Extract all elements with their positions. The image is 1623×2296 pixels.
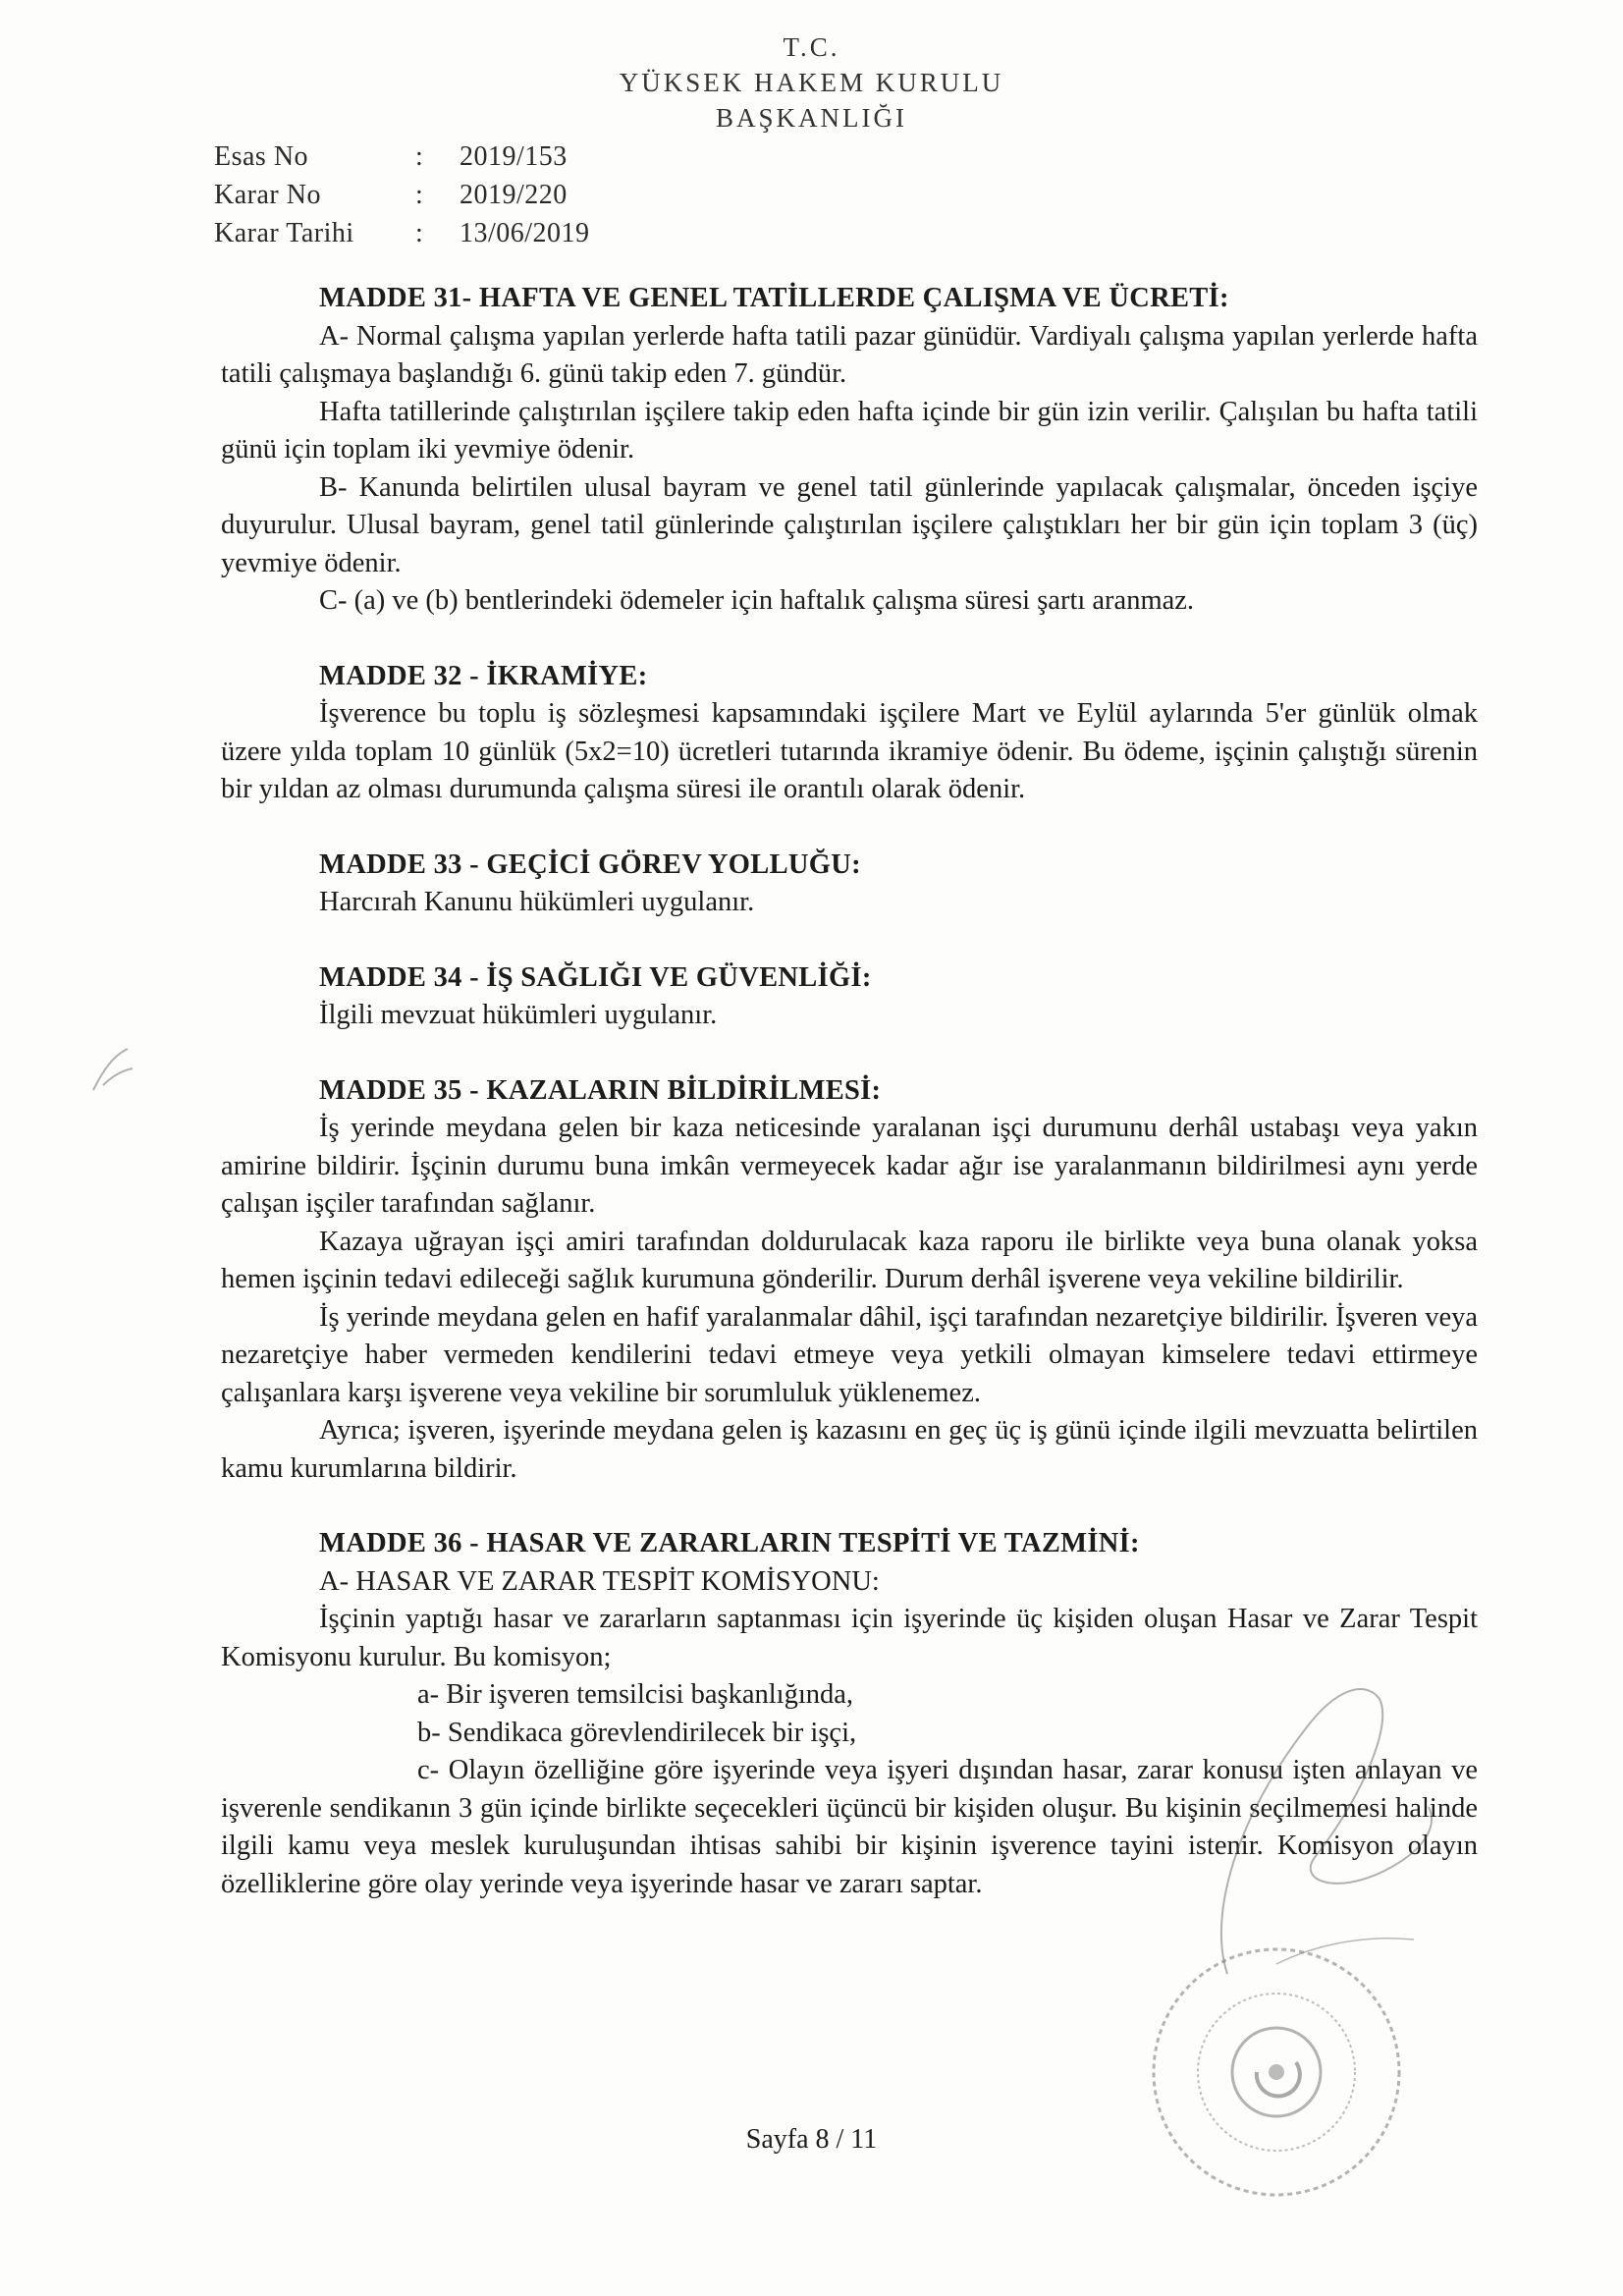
page-number: Sayfa 8 / 11 [745, 2124, 878, 2155]
article-36-subtitle: A- HASAR VE ZARAR TESPİT KOMİSYONU: [319, 1565, 880, 1597]
article-35-paragraph: İş yerinde meydana gelen bir kaza neticesinde yaralanan işçi durumunu derhâl ustabaşı veya yakın amirine bildirir. İşçinin durumu buna imkân vermeyecek kadar ağır ise yaralanmanın bildirilmesi aynı yerde çalışan işçiler tarafından sağlanır. [221, 1113, 1478, 1219]
meta-row-esas [214, 137, 590, 176]
article-34-paragraph: İlgili mevzuat hükümleri uygulanır. [319, 1000, 718, 1030]
meta-colon: : [415, 218, 424, 248]
article-31-paragraph: C- (a) ve (b) bentlerindeki ödemeler için haftalık çalışma süresi şartı aranmaz. [319, 585, 1195, 616]
meta-label: Karar No [214, 180, 321, 210]
spacer [221, 809, 1478, 847]
meta-value: 2019/153 [460, 141, 568, 172]
article-35-paragraph: Kazaya uğrayan işçi amiri tarafından doldurulacak kaza raporu ile birlikte veya buna olanak yoksa hemen işçinin tedavi edileceği sağlık kurumuna gönderilir. Durum derhâl işverene veya vekiline bildirilir. [221, 1226, 1478, 1294]
article-31-title: MADDE 31- HAFTA VE GENEL TATİLLERDE ÇALIŞMA VE ÜCRETİ: [319, 283, 1229, 313]
official-seal-icon [1129, 1925, 1424, 2219]
article-35-paragraph: Ayrıca; işveren, işyerinde meydana gelen iş kazasını en geç üç iş günü içinde ilgili mevzuatta belirtilen kamu kurumlarına bildirir. [221, 1415, 1478, 1484]
article-32-title: MADDE 32 - İKRAMİYE: [319, 660, 648, 691]
meta-label: Esas No [214, 141, 309, 172]
article-32-paragraph: İşverence bu toplu iş sözleşmesi kapsamındaki işçilere Mart ve Eylül aylarında 5'er günlük olmak üzere yılda toplam 10 günlük (5x2=10) ücretleri tutarında ikramiye ödenir. Bu ödeme, işçinin çalıştığı sürenin bir yıldan az olması durumunda çalışma süresi ile orantılı olarak ödenir. [221, 698, 1478, 804]
spacer [221, 1035, 1478, 1072]
meta-value: 2019/220 [460, 180, 568, 210]
meta-colon: : [415, 180, 424, 210]
article-36-item-a: a- Bir işveren temsilcisi başkanlığında, [417, 1679, 854, 1710]
document-body [221, 280, 1478, 1903]
article-35-paragraph: İş yerinde meydana gelen en hafif yaralanmalar dâhil, işçi tarafından nezaretçiye bildirilir. İşveren veya nezaretçiye haber vermeden kendilerini tedavi etmeye veya yetkili olmayan kimselere tedavi ettirmeye çalışanlara karşı işverene veya vekiline bir sorumluluk yüklenemez. [221, 1301, 1478, 1408]
meta-row-tarih [214, 214, 590, 252]
meta-colon: : [415, 141, 424, 172]
article-36-paragraph: İşçinin yaptığı hasar ve zararların saptanması için işyerinde üç kişiden oluşan Hasar ve Zarar Tespit Komisyonu kurulur. Bu komisyon; [221, 1604, 1478, 1672]
article-33-paragraph: Harcırah Kanunu hükümleri uygulanır. [319, 887, 755, 917]
article-36-item-c: c- Olayın özelliğine göre işyerinde veya işyeri dışından hasar, zarar konusu işten anlayan ve işverenle sendikanın 3 gün içinde birlikte seçecekleri üçüncü bir kişiden oluşur. Bu kişinin seçilmemesi halinde ilgili kamu veya meslek kuruluşundan ihtisas sahibi bir kişinin işverence tayini istenir. Komisyon olayın özelliklerine göre olay yerinde veya işyerinde hasar ve zararı saptar. [221, 1755, 1478, 1899]
article-31-paragraph: A- Normal çalışma yapılan yerlerde hafta tatili pazar günüdür. Vardiyalı çalışma yapılan yerlerde hafta tatili çalışmaya başlandığı 6. günü takip eden 7. gündür. [221, 320, 1478, 389]
meta-row-karar [214, 176, 590, 214]
case-metadata [214, 137, 590, 252]
spacer [221, 1488, 1478, 1525]
margin-initial-mark [83, 1041, 142, 1100]
article-33-title: MADDE 33 - GEÇİCİ GÖREV YOLLUĞU: [319, 848, 861, 880]
header-institution: YÜKSEK HAKEM KURULU [619, 68, 1004, 97]
header-tc: T.C. [783, 32, 840, 62]
article-35-title: MADDE 35 - KAZALARIN BİLDİRİLMESİ: [319, 1074, 882, 1106]
article-36-item-b: b- Sendikaca görevlendirilecek bir işçi, [417, 1717, 857, 1748]
article-36-title: MADDE 36 - HASAR VE ZARARLARIN TESPİTİ VE TAZMİNİ: [319, 1528, 1140, 1558]
header-department: BAŞKANLIĞI [716, 103, 907, 133]
article-31-paragraph: B- Kanunda belirtilen ulusal bayram ve genel tatil günlerinde yapılacak çalışmalar, önceden işçiye duyurulur. Ulusal bayram, genel tatil günlerinde çalıştırılan işçilere çalıştıkları her bir gün için toplam 3 (üç) yevmiye ödenir. [221, 471, 1478, 578]
article-34-title: MADDE 34 - İŞ SAĞLIĞI VE GÜVENLİĞİ: [319, 961, 872, 993]
document-header [0, 29, 1623, 136]
spacer [221, 621, 1478, 658]
article-31-paragraph: Hafta tatillerinde çalıştırılan işçilere takip eden hafta içinde bir gün izin verilir. Çalışılan bu hafta tatili günü için toplam iki yevmiye ödenir. [221, 396, 1478, 465]
meta-label: Karar Tarihi [214, 218, 354, 248]
meta-value: 13/06/2019 [460, 218, 590, 248]
spacer [221, 922, 1478, 959]
